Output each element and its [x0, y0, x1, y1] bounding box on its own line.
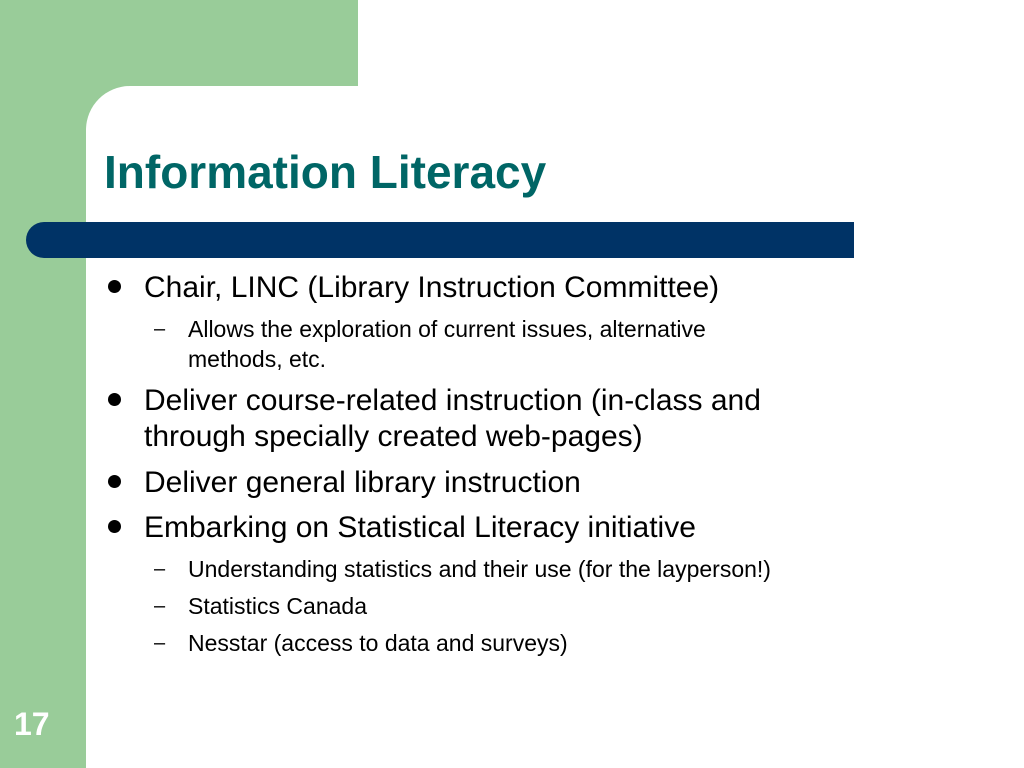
- sub-bullet-text: Understanding statistics and their use (for the layperson!): [188, 556, 771, 582]
- bullet-item: [144, 510, 696, 546]
- bullet-item: [144, 465, 581, 501]
- dash-icon: –: [154, 632, 166, 654]
- dash-icon: –: [154, 595, 166, 617]
- slide-page-number: 17: [14, 706, 50, 742]
- bullet-dot-icon: [108, 520, 121, 533]
- slide-title: Information Literacy: [104, 146, 547, 198]
- sub-bullet-text: Statistics Canada: [188, 593, 367, 619]
- bullet-text: Embarking on Statistical Literacy initiative: [144, 511, 696, 544]
- bullet-item: [144, 270, 719, 306]
- sub-bullet-text: Nesstar (access to data and surveys): [188, 630, 568, 656]
- bullet-text: Deliver general library instruction: [144, 466, 581, 499]
- sub-bullet-item: [154, 591, 367, 621]
- sub-bullet-item: [154, 554, 771, 584]
- sub-bullet-text: Allows the exploration of current issues, alternative: [188, 316, 706, 342]
- sub-bullet-item: [154, 314, 706, 374]
- bullet-dot-icon: [108, 393, 121, 406]
- bullet-text: Chair, LINC (Library Instruction Committee): [144, 271, 720, 304]
- sub-bullet-text: methods, etc.: [188, 346, 327, 372]
- sub-bullet-item: [154, 628, 568, 658]
- dash-icon: –: [154, 558, 166, 580]
- bullet-item: [144, 383, 761, 455]
- dash-icon: –: [154, 318, 166, 340]
- bullet-text: through specially created web-pages): [144, 420, 643, 453]
- bullet-text: Deliver course-related instruction (in-class and: [144, 384, 761, 417]
- bullet-dot-icon: [108, 280, 121, 293]
- bullet-dot-icon: [108, 475, 121, 488]
